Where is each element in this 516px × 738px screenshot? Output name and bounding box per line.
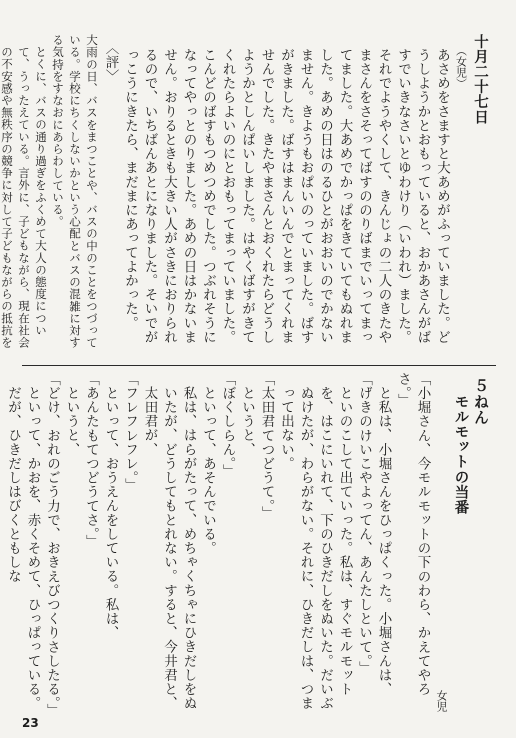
grade-heading: ５ねん [472, 378, 490, 425]
diary-body: あさめをさますと大あめがふっていました。どうしようかとおもっていると、おかあさんがばすでいきなさいとゆわけり（いわれ）ました。それでようやくして、きんじょの二人のきたやまさんをさそってばすののりばまでいってまってました。大あめでかっぱをきていてもぬれました。あめの日はのるひとがおおいのでかないません。きようもおぱいのっていました。ばすがきました。ばすはまんいんでとまってくれませんでした。きたやまさんとおくれたらどうしようかとしんぱいしました。はやくばすがきてくれたらよいのにとおもってまっていました。こんどのばすもつめつめでした。つぶれそうになってやっとのりました。あめの日はかないません。おりるときも大きい人がさきにおりられるので、いちばんあとになりました。そいでがっこうにきたら、まだまにあってよかった。 [122, 47, 450, 344]
essay-line: といって、おうえんをしている。私は、 [102, 385, 119, 640]
review-body-1: 大雨の日、バスをまつことや、バスの中のことをつづっている。学校にちくしないかという心配とバスの混雑に対する気持をすなおにあらわしている。 [51, 34, 99, 349]
essay-title: モルモットの当番 [452, 393, 470, 515]
essay-line: 私は、はらがたって、めちゃくちゃにひきだしをぬいたが、どうしてもとれない。すると、今井君と、太田君が、 [141, 385, 197, 710]
essay-column-bottom [5, 372, 490, 718]
essay-line: 「フレフレフレ。」 [122, 372, 138, 493]
essay-line: といのこして出ていった。私は、すぐモルモットを、はこにいれて、下のひきだしをぬいた。だいぶぬけたが、わらがない。それに、ひきだしは、つまって出ない。 [278, 385, 353, 710]
essay-line: 「太田君てつどうて。」 [258, 372, 275, 521]
essay-column-top [0, 34, 490, 356]
essay-line: 「げきのけいこやよってん、あんたしといて。」 [356, 372, 372, 676]
diary-date-title: 十月二十七日 [472, 34, 489, 125]
diary-author: （女児） [454, 45, 468, 89]
essay-line: 「あんたもてつどうてさ。」 [83, 372, 99, 549]
review-body-2: とくに、バスの通り過ぎをふくめて大人の態度について、うったえている。言外に、子どもながら、現在社会の不安感や無秩序の競争に対して子どもながらの抵抗を [0, 45, 48, 348]
review-label: 〈評〉 [102, 40, 119, 84]
essay-line: 「小堀さん、今モルモットの下のわら、かえてやろさ。」 [395, 372, 431, 697]
essay-line: 「どけ、おれのごう力で、おきえびつくりさしたる。」 [44, 372, 60, 718]
essay-line: と私は、小堀さんをひっぱくった。小堀さんは、 [375, 385, 392, 696]
section-divider [22, 365, 496, 366]
essay-author: 女児 [435, 690, 448, 712]
essay-line: というと、 [63, 385, 80, 456]
page-number: 23 [22, 716, 39, 730]
essay-line: というと、 [239, 385, 255, 456]
essay-line: 「ぼくしらん。」 [219, 372, 236, 479]
essay-line: といって、かおを、赤くそめて、ひっぱっている。だが、ひきだしはびくともしな [5, 385, 41, 710]
essay-line: といって、あそんでいる。 [200, 385, 216, 555]
